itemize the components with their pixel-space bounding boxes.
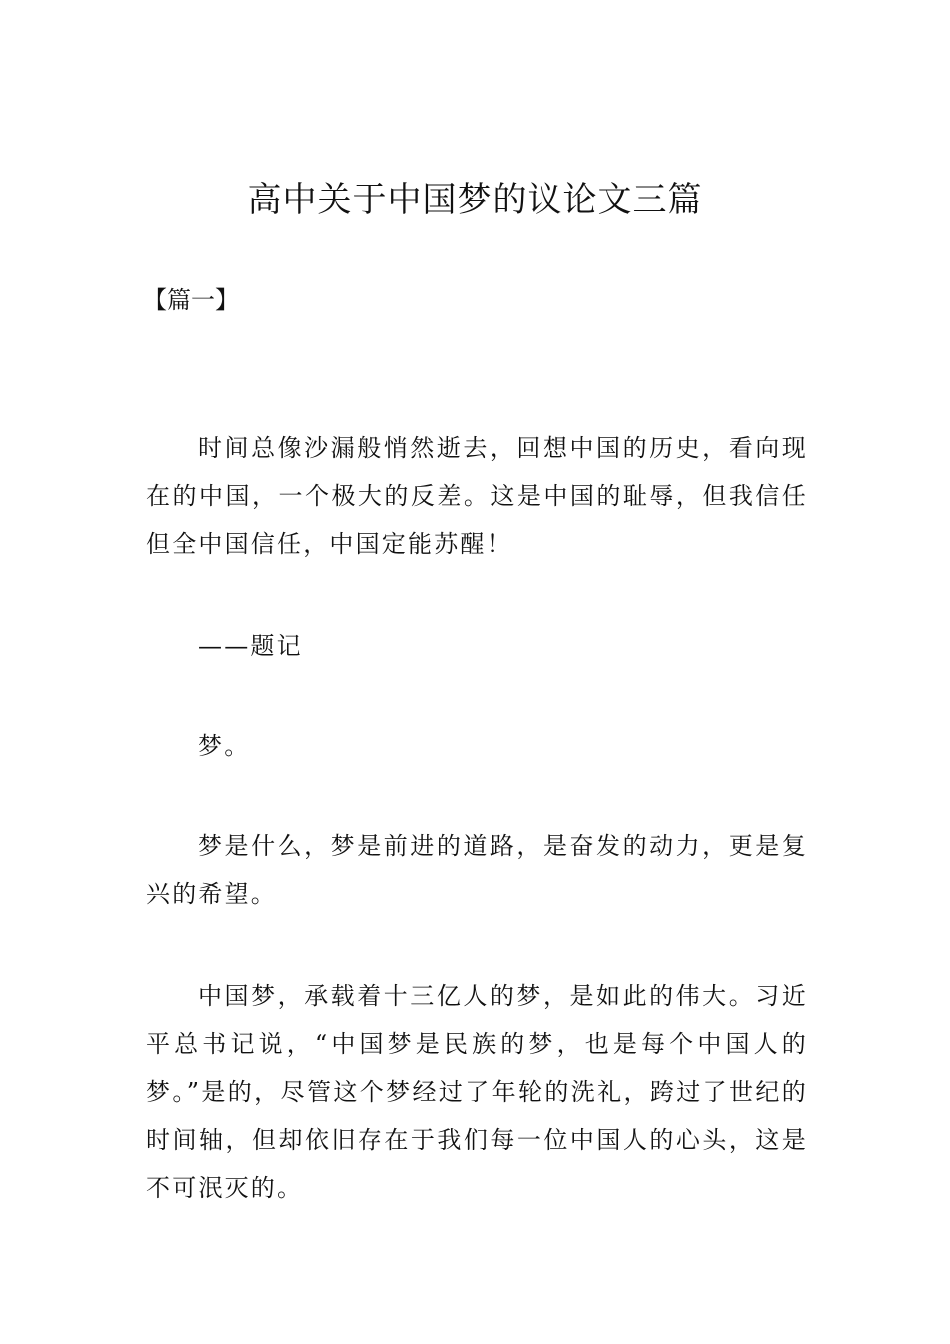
document-title: 高中关于中国梦的议论文三篇 [247,180,703,220]
paragraph-3: 梦。 [198,732,251,760]
paragraph-5: 中国梦，承载着十三亿人的梦，是如此的伟大。习近平总书记说，“中国梦是民族的梦，也是每个中国人的梦。”是的，尽管这个梦经过了年轮的洗礼，跨过了世纪的时间轴，但却依旧存在于我们每一位中国人的心头，这是不可泯灭的。 [146,982,808,1202]
paragraph-4: 梦是什么，梦是前进的道路，是奋发的动力，更是复兴的希望。 [146,832,808,908]
paragraph-2: ——题记 [198,632,303,660]
paragraph-1: 时间总像沙漏般悄然逝去，回想中国的历史，看向现在的中国，一个极大的反差。这是中国的耻辱，但我信任但全中国信任，中国定能苏醒！ [146,434,808,558]
section-label: 【篇一】 [143,286,239,314]
